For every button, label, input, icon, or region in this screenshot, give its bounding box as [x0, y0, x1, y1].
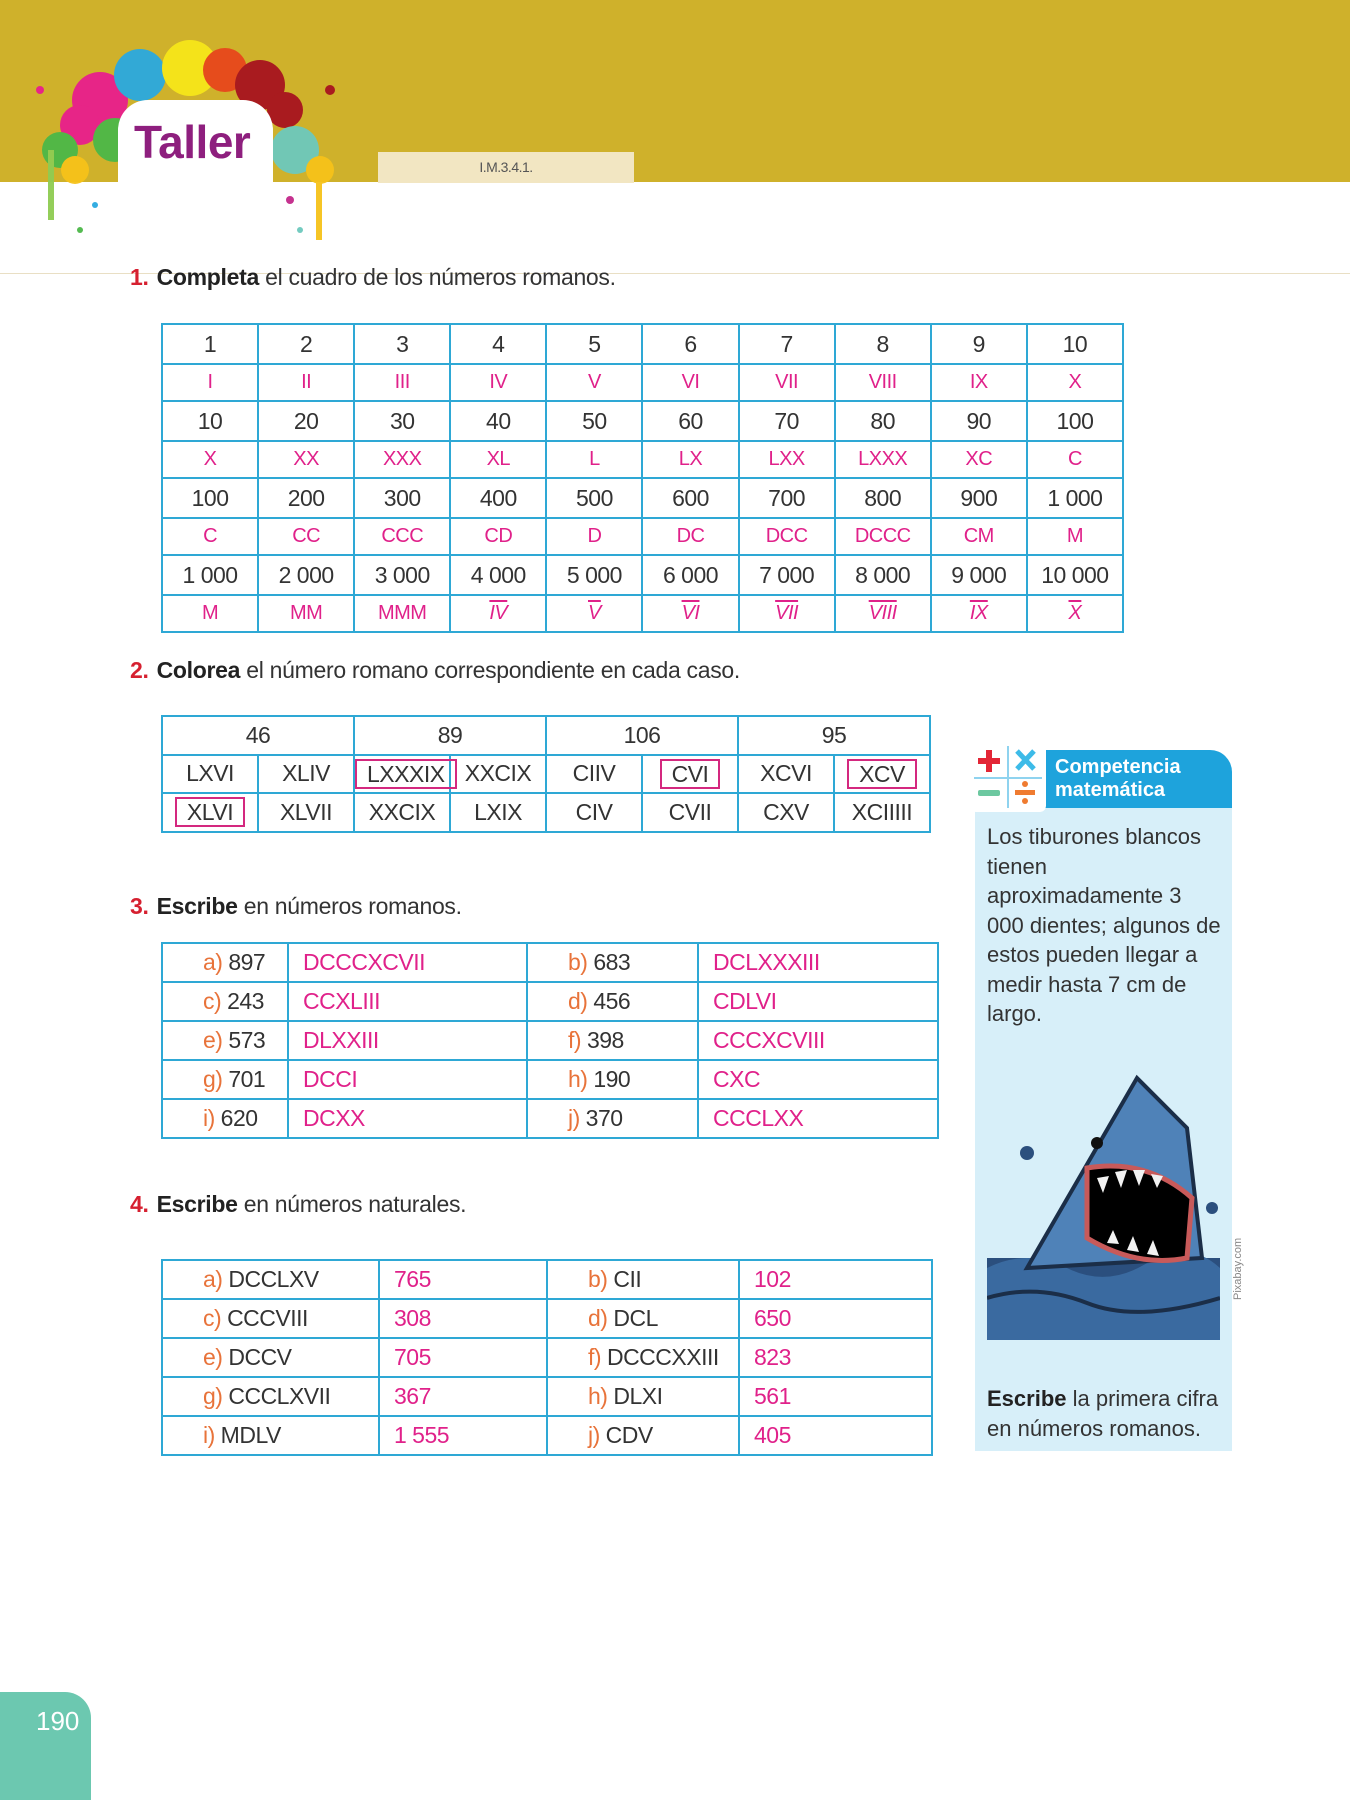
roman-answer-cell[interactable] — [835, 441, 931, 478]
number-cell: 900 — [931, 478, 1027, 518]
roman-answer: VIII — [868, 602, 897, 624]
option-text: CIV — [575, 798, 613, 825]
roman-answer: C — [1067, 448, 1082, 470]
item-label: f) — [568, 1027, 582, 1053]
item-value: 897 — [228, 949, 266, 975]
number-cell: 5 000 — [546, 555, 642, 595]
number-cell: 8 000 — [835, 555, 931, 595]
item-value: DCCCXXIII — [606, 1344, 719, 1370]
item-label: b) — [588, 1266, 608, 1292]
roman-answer: III — [394, 371, 410, 393]
number-cell: 3 000 — [354, 555, 450, 595]
number-cell: 400 — [450, 478, 546, 518]
roman-answer-cell[interactable] — [642, 364, 738, 401]
option-text: XLIV — [282, 760, 330, 787]
color-roman-table — [161, 715, 931, 833]
option-cell[interactable] — [834, 793, 930, 832]
answer-cell[interactable]: 705 — [379, 1338, 547, 1377]
roman-answer-cell[interactable] — [162, 441, 258, 478]
option-text: XXCIX — [464, 760, 532, 787]
roman-answer-cell[interactable] — [835, 595, 931, 632]
option-cell[interactable] — [162, 755, 258, 794]
item-value: 398 — [586, 1027, 624, 1053]
roman-answer-cell[interactable] — [258, 441, 354, 478]
number-cell: 80 — [835, 401, 931, 441]
romans-row — [162, 441, 1123, 478]
answer-cell[interactable]: 765 — [379, 1260, 547, 1299]
to-natural-table — [161, 1259, 933, 1456]
exercise-3-title — [130, 893, 462, 920]
item-label: b) — [568, 949, 588, 975]
option-cell[interactable] — [258, 755, 354, 794]
number-cell: 800 — [835, 478, 931, 518]
options-row — [162, 793, 930, 832]
roman-answer: $\overline{IV}$ — [489, 602, 508, 624]
option-cell[interactable] — [738, 755, 834, 794]
option-cell[interactable] — [354, 793, 450, 832]
option-text: XCIIIII — [851, 798, 913, 825]
answer-cell[interactable]: DCXX — [288, 1099, 527, 1138]
roman-answer: IV — [489, 371, 508, 393]
question-cell — [162, 1338, 379, 1377]
romans-row — [162, 595, 1123, 632]
item-label: g) — [203, 1383, 223, 1409]
item-value: 701 — [228, 1066, 266, 1092]
answer-cell[interactable]: DCCI — [288, 1060, 527, 1099]
exercise-verb: Completa — [156, 264, 259, 290]
roman-answer-cell[interactable] — [546, 441, 642, 478]
item-label: h) — [568, 1066, 588, 1092]
number-cell: 20 — [258, 401, 354, 441]
option-cell[interactable] — [546, 755, 642, 794]
roman-answer: C — [203, 525, 218, 547]
roman-answer: LXXX — [858, 448, 908, 470]
item-label: d) — [568, 988, 588, 1014]
option-text: CXV — [763, 798, 809, 825]
page-number: 190 — [36, 1706, 80, 1736]
image-credit: Pixabay.com — [1232, 1237, 1244, 1300]
roman-answer-cell[interactable] — [258, 518, 354, 555]
roman-answer-cell[interactable] — [642, 595, 738, 632]
item-label: a) — [203, 1266, 223, 1292]
roman-numerals-table — [161, 323, 1124, 633]
roman-answer-cell[interactable] — [739, 518, 835, 555]
selected-option: LXXXIX — [355, 759, 457, 789]
number-cell: 4 — [450, 324, 546, 364]
number-cell: 90 — [931, 401, 1027, 441]
table-row — [162, 1021, 938, 1060]
exercise-verb: Escribe — [156, 893, 238, 919]
option-cell[interactable] — [834, 755, 930, 794]
number-cell: 7 000 — [739, 555, 835, 595]
roman-answer-cell[interactable] — [162, 595, 258, 632]
question-cell — [527, 982, 698, 1021]
answer-cell[interactable]: 823 — [739, 1338, 932, 1377]
roman-answer-cell[interactable] — [162, 364, 258, 401]
roman-answer-cell[interactable] — [450, 518, 546, 555]
number-cell: 50 — [546, 401, 642, 441]
item-label: i) — [203, 1422, 215, 1448]
question-cell — [162, 1021, 288, 1060]
sidebar-header — [1040, 750, 1232, 808]
item-label: c) — [203, 1305, 222, 1331]
roman-answer-cell[interactable] — [450, 441, 546, 478]
number-cell: 300 — [354, 478, 450, 518]
question-cell — [162, 1377, 379, 1416]
option-text: CVII — [668, 798, 712, 825]
roman-answer: $\overline{X}$ — [1068, 602, 1082, 624]
roman-answer: V — [588, 371, 601, 393]
option-cell[interactable] — [642, 793, 738, 832]
exercise-number: 2. — [130, 657, 149, 683]
exercise-instruction: el cuadro de los números romanos. — [259, 264, 616, 290]
roman-answer: CM — [963, 525, 994, 547]
roman-answer-cell[interactable] — [354, 518, 450, 555]
table-row — [162, 1338, 932, 1377]
roman-answer-cell[interactable] — [931, 518, 1027, 555]
item-value: 683 — [593, 949, 631, 975]
roman-answer-cell[interactable] — [642, 518, 738, 555]
exercise-1-title — [130, 264, 616, 291]
roman-answer: IX — [969, 371, 988, 393]
roman-answer-cell[interactable] — [931, 595, 1027, 632]
item-label: f) — [588, 1344, 602, 1370]
item-label: e) — [203, 1344, 223, 1370]
sidebar-fact: Los tiburones blancos tienen aproximadamente 3 000 dientes; algunos de estos pueden llegar a medir hasta 7 cm de largo. — [987, 824, 1221, 1026]
roman-answer-cell[interactable] — [258, 595, 354, 632]
value-cell: 95 — [738, 716, 930, 755]
number-cell: 9 — [931, 324, 1027, 364]
roman-answer-cell[interactable] — [162, 518, 258, 555]
roman-answer: M — [1066, 525, 1083, 547]
item-label: h) — [588, 1383, 608, 1409]
exercise-instruction: en números naturales. — [237, 1191, 467, 1217]
item-value: DCCV — [228, 1344, 292, 1370]
roman-answer-cell[interactable] — [1027, 518, 1123, 555]
answer-cell[interactable]: 308 — [379, 1299, 547, 1338]
to-roman-table — [161, 942, 939, 1139]
roman-answer: $\overline{IX}$ — [969, 602, 988, 624]
roman-answer: VI — [681, 371, 700, 393]
roman-answer: DCC — [765, 525, 808, 547]
item-value: CDV — [605, 1422, 653, 1448]
answer-cell[interactable]: 102 — [739, 1260, 932, 1299]
roman-answer-cell[interactable] — [1027, 364, 1123, 401]
item-label: g) — [203, 1066, 223, 1092]
question-cell — [162, 982, 288, 1021]
task-text: la primera cifra en números romanos. — [987, 1386, 1219, 1441]
number-cell: 60 — [642, 401, 738, 441]
option-text: XLVII — [279, 798, 333, 825]
romans-row — [162, 518, 1123, 555]
roman-answer-cell[interactable] — [546, 518, 642, 555]
exercise-verb: Colorea — [156, 657, 241, 683]
roman-answer-cell[interactable] — [354, 364, 450, 401]
answer-cell[interactable]: DLXXIII — [288, 1021, 527, 1060]
answer-cell[interactable]: 1 555 — [379, 1416, 547, 1455]
answer-cell[interactable]: 650 — [739, 1299, 932, 1338]
roman-answer-cell[interactable] — [354, 441, 450, 478]
section-title: Taller — [134, 116, 251, 168]
roman-answer-cell[interactable] — [739, 441, 835, 478]
selected-option: CVI — [660, 759, 721, 789]
exercise-2-title — [130, 657, 740, 684]
item-value: 456 — [593, 988, 631, 1014]
numbers-row — [162, 555, 1123, 595]
values-row — [162, 716, 930, 755]
question-cell — [527, 943, 698, 982]
number-cell: 10 000 — [1027, 555, 1123, 595]
roman-answer-cell[interactable] — [450, 595, 546, 632]
number-cell: 9 000 — [931, 555, 1027, 595]
number-cell: 600 — [642, 478, 738, 518]
roman-answer-cell[interactable] — [354, 595, 450, 632]
roman-answer: CD — [484, 525, 513, 547]
number-cell: 3 — [354, 324, 450, 364]
selected-option: XCV — [847, 759, 917, 789]
number-cell: 2 — [258, 324, 354, 364]
option-cell[interactable] — [162, 793, 258, 832]
roman-answer: MMM — [377, 602, 427, 624]
question-cell — [162, 1260, 379, 1299]
sidebar-title-line1: Competencia — [1055, 756, 1181, 778]
option-text: CIIV — [572, 760, 616, 787]
item-value: CII — [613, 1266, 642, 1292]
roman-answer: M — [201, 602, 219, 624]
item-value: DCCLXV — [228, 1266, 319, 1292]
shark-illustration — [987, 1068, 1220, 1340]
exercise-number: 1. — [130, 264, 149, 290]
roman-answer-cell[interactable] — [642, 441, 738, 478]
item-label: d) — [588, 1305, 608, 1331]
table-row — [162, 982, 938, 1021]
number-cell: 200 — [258, 478, 354, 518]
option-text: LXVI — [186, 760, 234, 787]
item-value: CCCVIII — [227, 1305, 308, 1331]
answer-cell[interactable]: 367 — [379, 1377, 547, 1416]
number-cell: 1 000 — [1027, 478, 1123, 518]
item-value: DLXI — [613, 1383, 663, 1409]
item-value: 243 — [227, 988, 264, 1014]
roman-answer-cell[interactable] — [258, 364, 354, 401]
table-row — [162, 1099, 938, 1138]
question-cell — [162, 943, 288, 982]
item-value: MDLV — [220, 1422, 281, 1448]
roman-answer: $\overline{V}$ — [588, 602, 601, 624]
roman-answer-cell[interactable] — [931, 364, 1027, 401]
numbers-row — [162, 478, 1123, 518]
roman-answer: DC — [676, 525, 705, 547]
romans-row — [162, 364, 1123, 401]
roman-answer: II — [301, 371, 312, 393]
roman-answer: XXX — [382, 448, 422, 470]
answer-cell[interactable]: CCXLIII — [288, 982, 527, 1021]
option-text: XCVI — [760, 760, 812, 787]
roman-answer: VII — [775, 371, 799, 393]
option-cell[interactable] — [450, 755, 546, 794]
selected-option: XLVI — [175, 797, 245, 827]
item-value: 620 — [220, 1105, 258, 1131]
number-cell: 70 — [739, 401, 835, 441]
roman-answer: DCCC — [854, 525, 911, 547]
number-cell: 4 000 — [450, 555, 546, 595]
answer-cell[interactable]: DCLXXXIII — [698, 943, 938, 982]
roman-answer: CCC — [381, 525, 424, 547]
roman-answer: XC — [965, 448, 993, 470]
value-cell: 89 — [354, 716, 546, 755]
question-cell — [527, 1099, 698, 1138]
number-cell: 100 — [162, 478, 258, 518]
question-cell — [547, 1377, 739, 1416]
item-label: a) — [203, 949, 223, 975]
number-cell: 2 000 — [258, 555, 354, 595]
option-cell[interactable] — [450, 793, 546, 832]
option-text: XXCIX — [368, 798, 436, 825]
roman-answer: XX — [293, 448, 319, 470]
roman-answer: $\overline{VII}$ — [775, 602, 799, 624]
answer-cell[interactable]: 405 — [739, 1416, 932, 1455]
roman-answer: LXX — [768, 448, 805, 470]
item-label: i) — [203, 1105, 215, 1131]
option-cell[interactable] — [546, 793, 642, 832]
sidebar-task — [987, 1384, 1227, 1444]
item-value: DCL — [613, 1305, 658, 1331]
roman-answer: X — [1068, 371, 1082, 393]
option-cell[interactable] — [642, 755, 738, 794]
roman-answer-cell[interactable] — [835, 364, 931, 401]
sidebar-title-line2: matemática — [1055, 779, 1166, 801]
answer-cell[interactable]: CCCLXX — [698, 1099, 938, 1138]
exercise-number: 3. — [130, 893, 149, 919]
question-cell — [527, 1060, 698, 1099]
answer-cell[interactable]: CCCXCVIII — [698, 1021, 938, 1060]
table-row — [162, 1260, 932, 1299]
item-value: 573 — [228, 1027, 266, 1053]
number-cell: 7 — [739, 324, 835, 364]
item-label: j) — [588, 1422, 600, 1448]
numbers-row — [162, 324, 1123, 364]
roman-answer: XL — [486, 448, 511, 470]
roman-answer-cell[interactable] — [546, 364, 642, 401]
value-cell: 46 — [162, 716, 354, 755]
options-row — [162, 755, 930, 794]
number-cell: 700 — [739, 478, 835, 518]
answer-cell[interactable]: CXC — [698, 1060, 938, 1099]
roman-answer: I — [207, 371, 213, 393]
roman-answer-cell[interactable] — [931, 441, 1027, 478]
option-cell[interactable] — [258, 793, 354, 832]
item-label: c) — [203, 988, 222, 1014]
option-text: LXIX — [474, 798, 522, 825]
exercise-4-title — [130, 1191, 466, 1218]
number-cell: 6 000 — [642, 555, 738, 595]
number-cell: 5 — [546, 324, 642, 364]
question-cell — [547, 1299, 739, 1338]
question-cell — [162, 1299, 379, 1338]
question-cell — [162, 1060, 288, 1099]
number-cell: 1 000 — [162, 555, 258, 595]
option-cell[interactable] — [738, 793, 834, 832]
exercise-number: 4. — [130, 1191, 149, 1217]
roman-answer: CC — [292, 525, 321, 547]
roman-answer: MM — [289, 602, 323, 624]
question-cell — [162, 1099, 288, 1138]
roman-answer: L — [589, 448, 600, 470]
table-row — [162, 1299, 932, 1338]
item-value: CCCLXVII — [228, 1383, 331, 1409]
question-cell — [547, 1260, 739, 1299]
roman-answer-cell[interactable] — [1027, 595, 1123, 632]
roman-answer-cell[interactable] — [739, 595, 835, 632]
number-cell: 40 — [450, 401, 546, 441]
answer-cell[interactable]: CDLVI — [698, 982, 938, 1021]
roman-answer: D — [587, 525, 602, 547]
option-cell[interactable] — [354, 755, 450, 794]
question-cell — [547, 1416, 739, 1455]
roman-answer: X — [203, 448, 217, 470]
roman-answer: LX — [678, 448, 703, 470]
item-label: j) — [568, 1105, 580, 1131]
numbers-row — [162, 401, 1123, 441]
roman-answer: $\overline{VI}$ — [681, 602, 700, 624]
value-cell: 106 — [546, 716, 738, 755]
number-cell: 30 — [354, 401, 450, 441]
exercise-instruction: en números romanos. — [237, 893, 462, 919]
task-verb: Escribe — [987, 1386, 1067, 1411]
number-cell: 8 — [835, 324, 931, 364]
roman-answer: VIII — [868, 371, 897, 393]
roman-answer-cell[interactable] — [1027, 441, 1123, 478]
number-cell: 500 — [546, 478, 642, 518]
number-cell: 100 — [1027, 401, 1123, 441]
question-cell — [547, 1338, 739, 1377]
item-value: 190 — [593, 1066, 631, 1092]
exercise-verb: Escribe — [156, 1191, 238, 1217]
exercise-instruction: el número romano correspondiente en cada caso. — [240, 657, 741, 683]
roman-answer-cell[interactable] — [450, 364, 546, 401]
number-cell: 10 — [1027, 324, 1123, 364]
math-operations-icon — [970, 742, 1046, 812]
number-cell: 10 — [162, 401, 258, 441]
question-cell — [162, 1416, 379, 1455]
table-row — [162, 943, 938, 982]
item-label: e) — [203, 1027, 223, 1053]
table-row — [162, 1416, 932, 1455]
number-cell: 1 — [162, 324, 258, 364]
answer-cell[interactable]: 561 — [739, 1377, 932, 1416]
roman-answer-cell[interactable] — [739, 364, 835, 401]
indicator-code: I.M.3.4.1. — [378, 152, 634, 183]
table-row — [162, 1060, 938, 1099]
roman-answer-cell[interactable] — [546, 595, 642, 632]
table-row — [162, 1377, 932, 1416]
roman-answer-cell[interactable] — [835, 518, 931, 555]
item-value: 370 — [585, 1105, 623, 1131]
question-cell — [527, 1021, 698, 1060]
number-cell: 6 — [642, 324, 738, 364]
answer-cell[interactable]: DCCCXCVII — [288, 943, 527, 982]
